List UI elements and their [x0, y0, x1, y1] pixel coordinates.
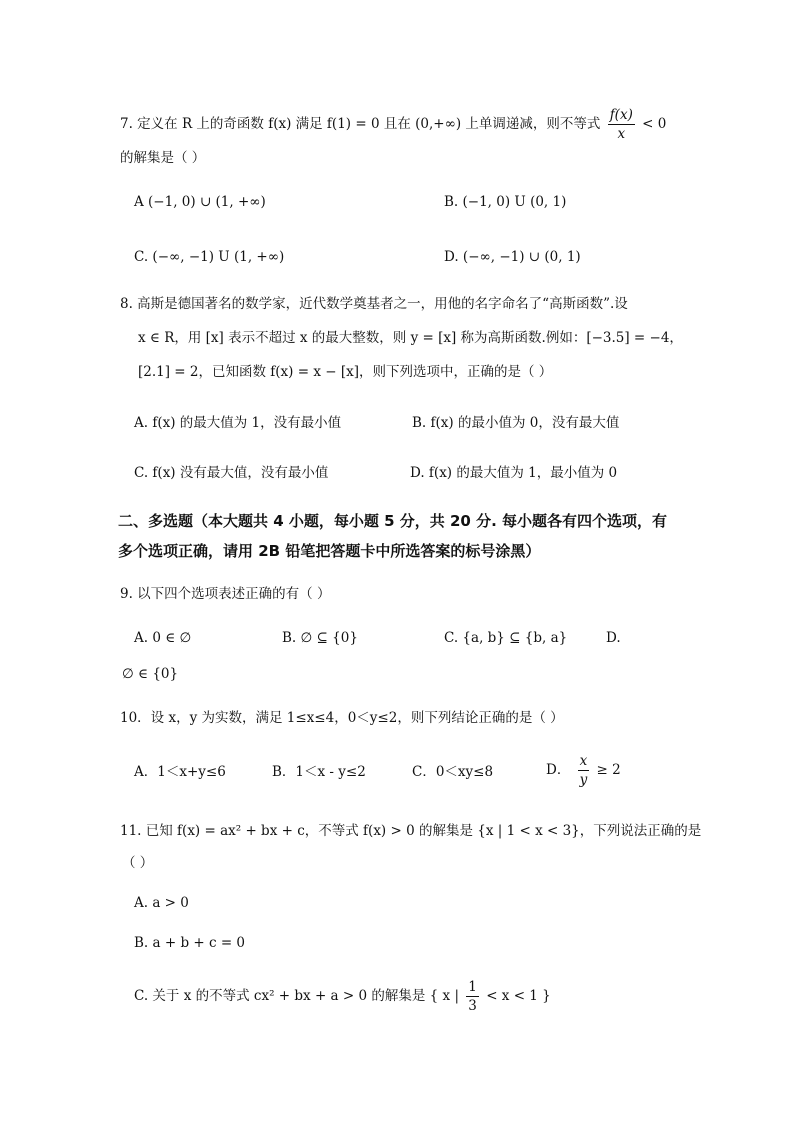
q10-stem: 10．设 x，y 为实数，满足 1≤x≤4，0＜y≤2，则下列结论正确的是（ ）: [120, 710, 564, 726]
q9-option-b[interactable]: B. ∅ ⊆ {0}: [282, 630, 358, 646]
section-heading-line1: 二、多选题（本大题共 4 小题，每小题 5 分，共 20 分. 每小题各有四个选项，有: [118, 512, 668, 530]
q8-stem-line1: 8. 高斯是德国著名的数学家，近代数学奠基者之一，用他的名字命名了“高斯函数”.设: [120, 296, 628, 312]
q7-frac-numerator: f(x): [609, 107, 633, 123]
q7-option-d[interactable]: D. (−∞, −1) ∪ (0, 1): [444, 249, 581, 265]
q7-option-a[interactable]: A (−1, 0) ∪ (1, +∞): [134, 194, 266, 210]
q7-frac-denominator: x: [617, 126, 626, 142]
q10-option-d-label: D．: [546, 762, 571, 778]
q9-option-d[interactable]: D.: [606, 630, 621, 646]
section-heading-line2: 多个选项正确，请用 2B 铅笔把答题卡中所选答案的标号涂黑）: [118, 542, 541, 560]
q11-option-c-fraction: [466, 978, 479, 1015]
q11-option-c-text: C. 关于 x 的不等式 cx² + bx + a > 0 的解集是 { x |: [134, 988, 459, 1004]
q11-frac-denominator: 3: [468, 998, 477, 1014]
q9-stem: 9. 以下四个选项表述正确的有（ ）: [120, 586, 331, 602]
q8-option-a[interactable]: A. f(x) 的最大值为 1，没有最小值: [134, 415, 342, 431]
q8-option-b[interactable]: B. f(x) 的最小值为 0，没有最大值: [412, 415, 620, 431]
q11-frac-numerator: 1: [468, 979, 477, 995]
q7-option-c[interactable]: C. (−∞, −1) U (1, +∞): [134, 249, 285, 265]
q10-option-a[interactable]: A．1＜x+y≤6: [134, 764, 226, 780]
q10-option-d-tail: ≥ 2: [596, 762, 621, 778]
q11-option-a[interactable]: A. a > 0: [134, 895, 189, 911]
q8-option-d[interactable]: D. f(x) 的最大值为 1，最小值为 0: [410, 465, 618, 481]
q8-option-c[interactable]: C. f(x) 没有最大值，没有最小值: [134, 465, 329, 481]
q11-option-c[interactable]: [134, 978, 551, 1015]
q10-option-c[interactable]: C．0＜xy≤8: [412, 764, 494, 780]
q7-option-b[interactable]: B. (−1, 0) U (0, 1): [444, 194, 567, 210]
q10-option-b[interactable]: B．1＜x - y≤2: [272, 764, 366, 780]
q10-option-d[interactable]: [546, 752, 621, 789]
q11-stem-line1: 11. 已知 f(x) = ax² + bx + c，不等式 f(x) > 0 的解集是 {x | 1 < x < 3}，下列说法正确的是: [120, 823, 702, 839]
q11-option-c-tail: < x < 1 }: [486, 988, 551, 1004]
q11-option-b[interactable]: B. a + b + c = 0: [134, 935, 246, 951]
q7-stem-line1: [120, 106, 666, 143]
q7-stem-line2: 的解集是（ ）: [120, 150, 206, 166]
q8-stem-line3: [2.1] = 2，已知函数 f(x) = x − [x]，则下列选项中，正确的是（ ）: [138, 364, 553, 380]
q11-stem-line2: （ ）: [122, 855, 154, 871]
q10-frac-denominator: y: [579, 772, 588, 788]
q10-option-d-fraction: [578, 752, 590, 789]
q8-stem-line2: x ∈ R，用 [x] 表示不超过 x 的最大整数，则 y = [x] 称为高斯函数.例如：[−3.5] = −4，: [138, 330, 683, 346]
q9-option-d-content: ∅ ∈ {0}: [122, 666, 179, 682]
q7-fraction: [608, 106, 635, 143]
q10-frac-numerator: x: [579, 753, 588, 769]
q9-option-c[interactable]: C. {a, b} ⊆ {b, a}: [444, 630, 568, 646]
q7-stem-text: 7. 定义在 R 上的奇函数 f(x) 满足 f(1) = 0 且在 (0,+∞) 上单调递减，则不等式: [120, 116, 601, 132]
q9-option-a[interactable]: A. 0 ∈ ∅: [134, 630, 192, 646]
q7-inequality-tail: < 0: [642, 116, 667, 132]
